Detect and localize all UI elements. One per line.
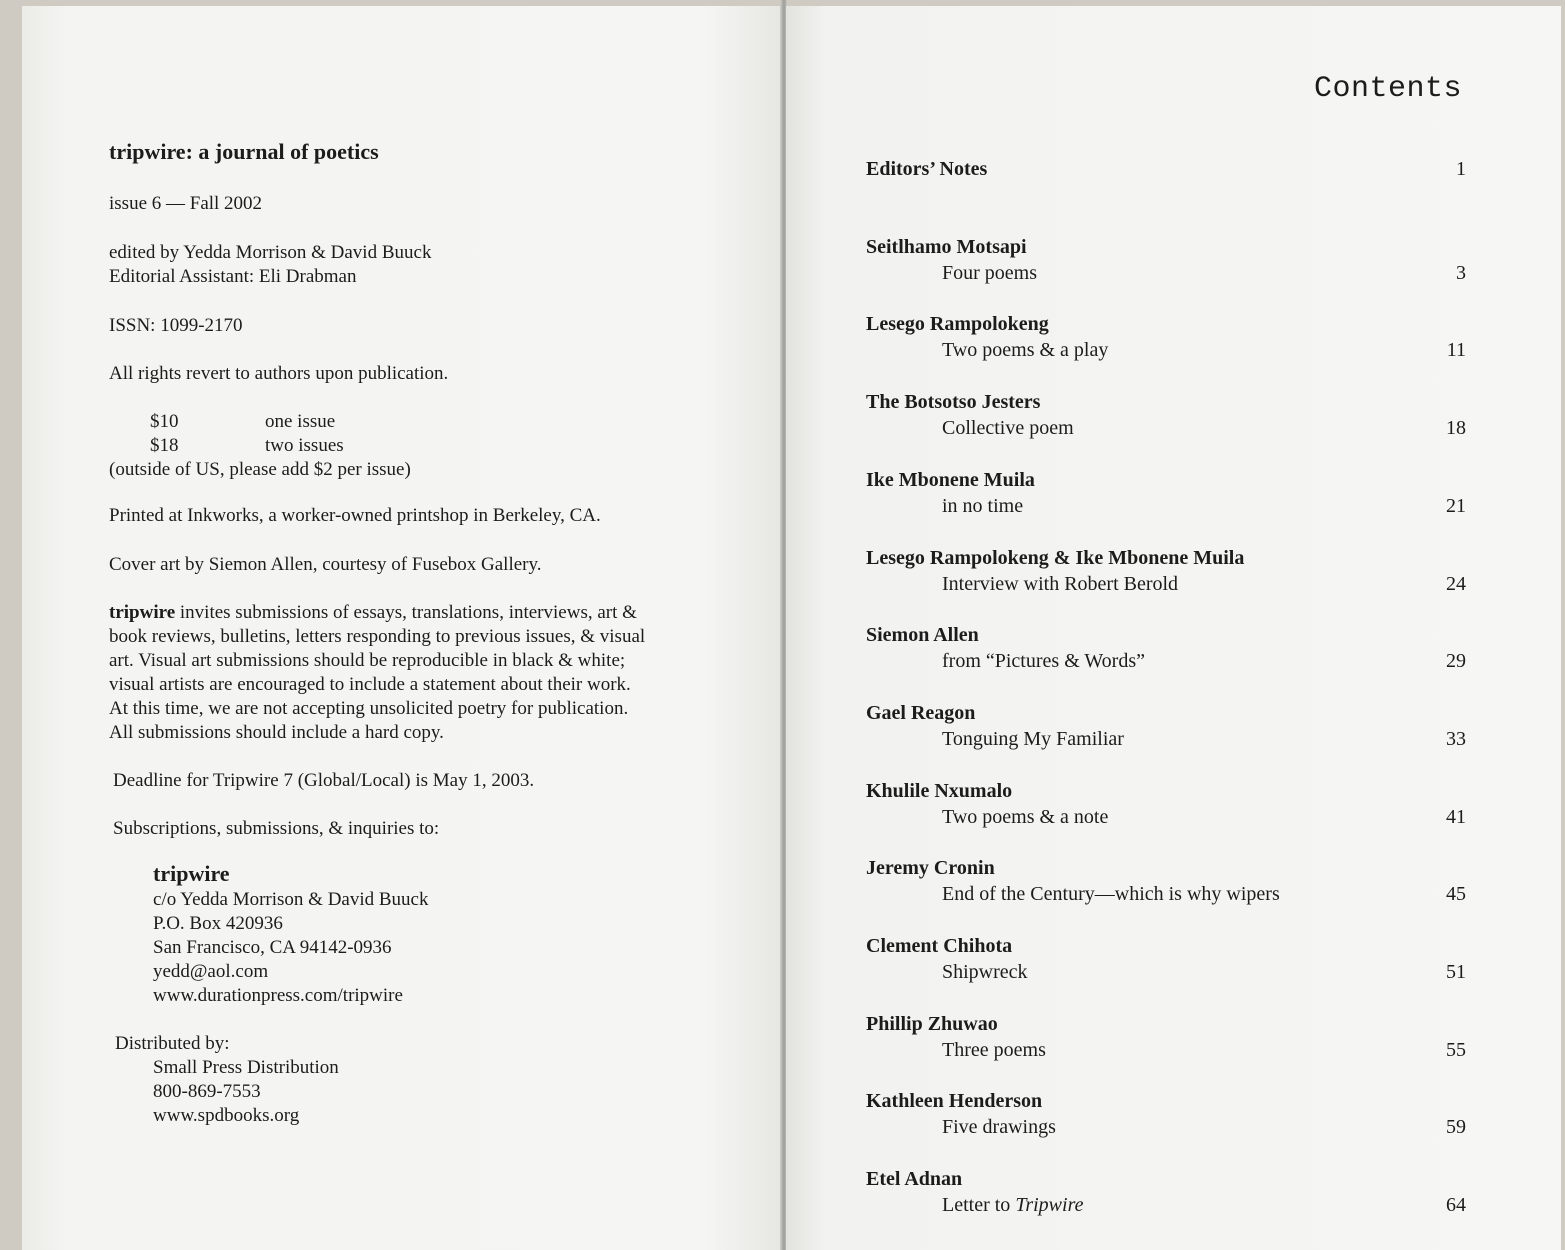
toc-author: Kathleen Henderson	[866, 1090, 1043, 1113]
toc-author: Jeremy Cronin	[866, 857, 995, 880]
toc-work-title	[942, 417, 1074, 440]
toc-entry	[866, 158, 1466, 214]
toc-page-number: 55	[1446, 1038, 1466, 1061]
toc-entry	[866, 313, 1466, 369]
toc-page-number: 11	[1446, 339, 1466, 362]
toc-work-text: Two poems & a note	[942, 805, 1109, 828]
submissions-line: All submissions should include a hard copy.	[109, 722, 444, 743]
toc-page-number: 64	[1446, 1194, 1466, 1217]
submissions-line: visual artists are encouraged to include a statement about their work.	[109, 674, 631, 695]
toc-work-title	[942, 961, 1028, 984]
toc-page-number: 41	[1446, 805, 1466, 828]
toc-work-text: in no time	[942, 494, 1024, 517]
toc-work-text: Interview with Robert Berold	[942, 572, 1179, 595]
toc-entry	[866, 1090, 1466, 1146]
toc-author: The Botsotso Jesters	[866, 391, 1041, 414]
toc-entry	[866, 391, 1466, 447]
toc-author: Editors’ Notes	[866, 158, 988, 180]
toc-entry	[866, 624, 1466, 680]
right-page	[786, 6, 1561, 1250]
toc-work-title	[942, 728, 1124, 751]
toc-author: Lesego Rampolokeng	[866, 313, 1049, 336]
distributed-by-label: Distributed by:	[115, 1033, 230, 1054]
rights-line: All rights revert to authors upon publication.	[109, 363, 449, 384]
toc-work-text: Four poems	[942, 261, 1037, 284]
toc-work-title	[942, 495, 1023, 518]
address-line: c/o Yedda Morrison & David Buuck	[153, 889, 429, 910]
toc-page-number: 45	[1446, 883, 1466, 906]
editorial-assistant-line: Editorial Assistant: Eli Drabman	[109, 266, 357, 287]
toc-author: Clement Chihota	[866, 935, 1013, 957]
address-line: P.O. Box 420936	[153, 913, 283, 934]
website-url: www.durationpress.com/tripwire	[153, 985, 403, 1006]
toc-page-number: 21	[1446, 494, 1466, 517]
printer-line: Printed at Inkworks, a worker-owned printshop in Berkeley, CA.	[109, 505, 601, 526]
toc-author: Khulile Nxumalo	[866, 779, 1013, 802]
toc-work-text: Five drawings	[942, 1116, 1056, 1139]
submissions-line	[109, 601, 637, 625]
toc-work-text: Shipwreck	[942, 961, 1028, 983]
toc-page-number: 29	[1446, 650, 1466, 673]
toc-work-text: End of the Century—which is why wipers	[942, 883, 1280, 906]
toc-work-italic: Tripwire	[1015, 1194, 1084, 1217]
toc-page-number: 33	[1446, 727, 1466, 750]
toc-author: Seitlhamo Motsapi	[866, 235, 1027, 258]
submissions-text: invites submissions of essays, translations, interviews, art &	[175, 602, 637, 623]
price-amount: $18	[150, 435, 179, 456]
issn-line: ISSN: 1099-2170	[109, 315, 243, 336]
journal-title: tripwire: a journal of poetics	[109, 139, 379, 164]
toc-page-number: 18	[1446, 417, 1466, 440]
toc-entry	[866, 547, 1466, 603]
distributor-line: Small Press Distribution	[153, 1057, 339, 1078]
toc-page-number: 59	[1446, 1116, 1466, 1139]
toc-work-title	[942, 883, 1280, 906]
editors-line: edited by Yedda Morrison & David Buuck	[109, 242, 432, 263]
toc-entry	[866, 1168, 1466, 1224]
toc-work-title	[942, 806, 1108, 829]
toc-author: Phillip Zhuwao	[866, 1012, 998, 1035]
toc-author: Siemon Allen	[866, 624, 979, 647]
address-line: San Francisco, CA 94142-0936	[153, 937, 392, 958]
toc-entry	[866, 857, 1466, 913]
toc-work-text: Tonguing My Familiar	[942, 727, 1124, 750]
toc-work-title	[942, 573, 1178, 596]
inquiries-line: Subscriptions, submissions, & inquiries to:	[113, 818, 440, 839]
left-page	[22, 6, 782, 1250]
toc-page-number: 51	[1446, 961, 1466, 983]
toc-entry	[866, 1013, 1466, 1069]
contents-heading: Contents	[1314, 72, 1463, 106]
issue-line: issue 6 — Fall 2002	[109, 193, 263, 214]
toc-entry	[866, 236, 1466, 292]
toc-work-text: Two poems & a play	[942, 339, 1109, 362]
toc-entry	[866, 935, 1466, 991]
submissions-journal-name: tripwire	[109, 602, 176, 623]
submissions-line: art. Visual art submissions should be reproducible in black & white;	[109, 650, 626, 671]
address-name: tripwire	[153, 861, 230, 886]
toc-work-text: from “Pictures & Words”	[942, 650, 1145, 673]
toc-entry	[866, 780, 1466, 836]
email-address: yedd@aol.com	[153, 961, 269, 982]
toc-page-number: 24	[1446, 572, 1466, 595]
toc-work-title	[942, 1194, 1084, 1217]
deadline-line: Deadline for Tripwire 7 (Global/Local) is May 1, 2003.	[113, 770, 535, 791]
distributor-website: www.spdbooks.org	[153, 1105, 300, 1126]
toc-author: Gael Reagon	[866, 701, 976, 724]
cover-art-line: Cover art by Siemon Allen, courtesy of Fusebox Gallery.	[109, 554, 542, 575]
toc-author: Etel Adnan	[866, 1168, 963, 1191]
submissions-line: book reviews, bulletins, letters responding to previous issues, & visual	[109, 626, 646, 647]
toc-work-text: Three poems	[942, 1038, 1046, 1061]
toc-work-title	[942, 1039, 1046, 1062]
toc-entry	[866, 702, 1466, 758]
toc-author: Lesego Rampolokeng & Ike Mbonene Muila	[866, 546, 1245, 569]
price-label: one issue	[265, 411, 336, 432]
toc-author: Ike Mbonene Muila	[866, 468, 1035, 491]
toc-page-number: 1	[1456, 158, 1466, 180]
submissions-line: At this time, we are not accepting unsolicited poetry for publication.	[109, 698, 629, 719]
price-note: (outside of US, please add $2 per issue)	[109, 459, 411, 480]
toc-work-title	[942, 262, 1037, 285]
toc-work-text: Letter to	[942, 1194, 1016, 1217]
toc-entry	[866, 469, 1466, 525]
toc-work-title	[942, 339, 1108, 362]
toc-work-text: Collective poem	[942, 417, 1074, 440]
price-amount: $10	[150, 411, 179, 432]
toc-work-title	[942, 1116, 1056, 1139]
price-label: two issues	[265, 435, 344, 456]
toc-work-title	[942, 650, 1145, 673]
toc-page-number: 3	[1456, 261, 1466, 284]
distributor-phone: 800-869-7553	[153, 1081, 261, 1102]
